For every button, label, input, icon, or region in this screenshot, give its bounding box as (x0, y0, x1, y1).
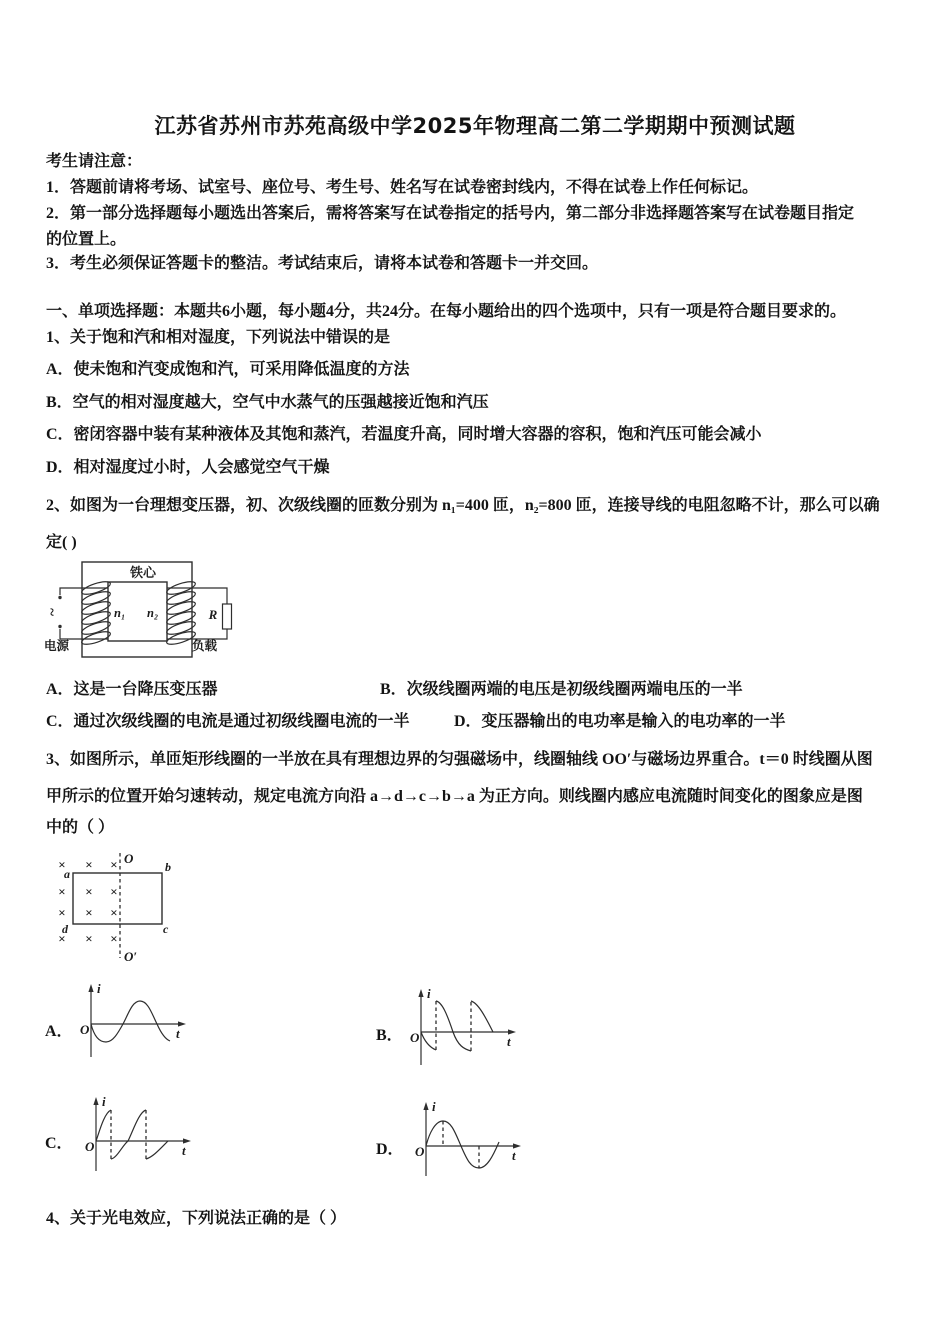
notice-item-1: 1．答题前请将考场、试室号、座位号、考生号、姓名写在试卷密封线内，不得在试卷上作任何标记。 (46, 179, 759, 196)
current-curve (426, 1121, 499, 1168)
graph-a (78, 982, 193, 1062)
current-curve-seg3 (471, 1001, 493, 1032)
q1-option-c: C．密闭容器中装有某种液体及其饱和蒸汽，若温度升高，同时增大容器的容积，饱和汽压可能会减小 (46, 426, 762, 443)
flux-cross-icon: × (110, 884, 118, 899)
q3-coil-figure (40, 843, 195, 971)
flux-cross-icon: × (110, 905, 118, 920)
origin-label: O (85, 1139, 95, 1154)
corner-label-c: c (163, 922, 169, 936)
current-curve-seg2 (436, 1001, 471, 1051)
q3-stem-line-2: 甲所示的位置开始匀速转动，规定电流方向沿 a→d→c→b→a 为正方向。则线圈内感应电流随时间变化的图象应是图 (46, 788, 863, 805)
q2-option-b: B．次级线圈两端的电压是初级线圈两端电压的一半 (380, 681, 743, 698)
current-curve-seg3 (146, 1141, 168, 1159)
primary-coil (80, 579, 111, 647)
flux-cross-icon: × (58, 884, 66, 899)
notice-heading: 考生请注意： (46, 153, 143, 170)
y-axis-label: i (102, 1094, 106, 1109)
x-axis-label: t (512, 1148, 516, 1163)
q1-option-b: B．空气的相对湿度越大，空气中水蒸气的压强越接近饱和汽压 (46, 394, 489, 411)
flux-cross-icon: × (58, 857, 66, 872)
resistor-label: R (208, 607, 218, 622)
corner-label-d: d (62, 922, 68, 936)
q2-option-c: C．通过次级线圈的电流是通过初级线圈电流的一半 (46, 713, 410, 730)
current-curve-seg1 (96, 1110, 111, 1141)
q2-option-d: D．变压器输出的电功率是输入的电功率的一半 (454, 713, 786, 730)
y-axis-label: i (432, 1099, 436, 1114)
graph-label-a: A． (45, 1023, 73, 1040)
origin-label: O (415, 1144, 425, 1159)
notice-item-3: 3．考生必须保证答题卡的整洁。考试结束后，请将本试卷和答题卡一并交回。 (46, 255, 599, 272)
q3-stem-line-1: 3、如图所示，单匝矩形线圈的一半放在具有理想边界的匀强磁场中，线圈轴线 OO′与磁场边界重合。t＝0 时线圈从图 (46, 751, 873, 768)
graph-label-d: D． (376, 1141, 404, 1158)
q1-option-a: A．使未饱和汽变成饱和汽，可采用降低温度的方法 (46, 361, 410, 378)
flux-cross-icon: × (85, 857, 93, 872)
x-axis-label: t (507, 1034, 511, 1049)
x-axis-label: t (182, 1143, 186, 1158)
y-axis-arrow (423, 1102, 428, 1110)
notice-item-2-line-2: 的位置上。 (46, 231, 127, 248)
graph-c (83, 1093, 198, 1173)
flux-cross-icon: × (58, 931, 66, 946)
q1-option-d: D．相对湿度过小时，人会感觉空气干燥 (46, 459, 330, 476)
current-curve-seg2 (111, 1110, 146, 1159)
graph-label-b: B． (376, 1027, 403, 1044)
flux-cross-icon: × (110, 857, 118, 872)
x-axis-label: t (176, 1026, 180, 1041)
axis-label-O: O (124, 851, 134, 866)
flux-cross-icon: × (85, 884, 93, 899)
page-title: 江苏省苏州市苏苑高级中学2025年物理高二第二学期期中预测试题 (154, 114, 796, 138)
q3-stem-line-3: 中的（ ） (46, 819, 115, 836)
load-wire-top (167, 588, 227, 604)
source-terminal-bottom (58, 625, 61, 628)
ac-source-symbol: ~ (43, 608, 59, 616)
section-1-heading: 一、单项选择题：本题共6小题，每小题4分，共24分。在每小题给出的四个选项中，只有一项是符合题目要求的。 (46, 303, 847, 320)
y-axis-arrow (88, 984, 93, 992)
y-axis-label: i (97, 981, 101, 996)
graph-d (413, 1098, 528, 1178)
iron-core-label: 铁心 (129, 565, 157, 580)
q4-stem: 4、关于光电效应，下列说法正确的是（ ） (46, 1210, 347, 1227)
origin-label: O (410, 1030, 420, 1045)
q2-option-a: A．这是一台降压变压器 (46, 681, 218, 698)
q2-stem-line-1: 2、如图为一台理想变压器，初、次级线圈的匝数分别为 n₁=400 匝，n₂=800 匝，连接导线的电阻忽略不计，那么可以确 (46, 497, 880, 514)
current-curve (91, 1001, 170, 1042)
origin-label: O (80, 1022, 90, 1037)
coil-n1-label: n₁ (114, 606, 126, 620)
notice-item-2-line-1: 2．第一部分选择题每小题选出答案后，需将答案写在试卷指定的括号内，第二部分非选择题答案写在试卷题目指定 (46, 205, 855, 222)
y-axis-label: i (427, 986, 431, 1001)
flux-cross-icon: × (58, 905, 66, 920)
current-curve-seg1 (421, 1032, 436, 1050)
coil-n2-label: n₂ (147, 606, 159, 620)
graph-label-c: C． (45, 1135, 73, 1152)
y-axis-arrow (93, 1097, 98, 1105)
q2-stem-line-2: 定( ) (46, 534, 77, 551)
flux-cross-icon: × (85, 931, 93, 946)
graph-b (408, 987, 523, 1067)
power-source-label: 电源 (44, 639, 70, 653)
resistor-box (223, 604, 232, 629)
corner-label-b: b (165, 860, 171, 874)
q1-stem: 1、关于饱和汽和相对湿度，下列说法中错误的是 (46, 329, 391, 346)
flux-cross-icon: × (110, 931, 118, 946)
source-terminal-top (58, 596, 61, 599)
load-label: 负载 (192, 639, 218, 653)
flux-cross-icon: × (85, 905, 93, 920)
q2-transformer-figure (40, 551, 270, 677)
y-axis-arrow (418, 989, 423, 997)
axis-label-O-prime: O′ (124, 949, 138, 964)
corner-label-a: a (64, 867, 70, 881)
